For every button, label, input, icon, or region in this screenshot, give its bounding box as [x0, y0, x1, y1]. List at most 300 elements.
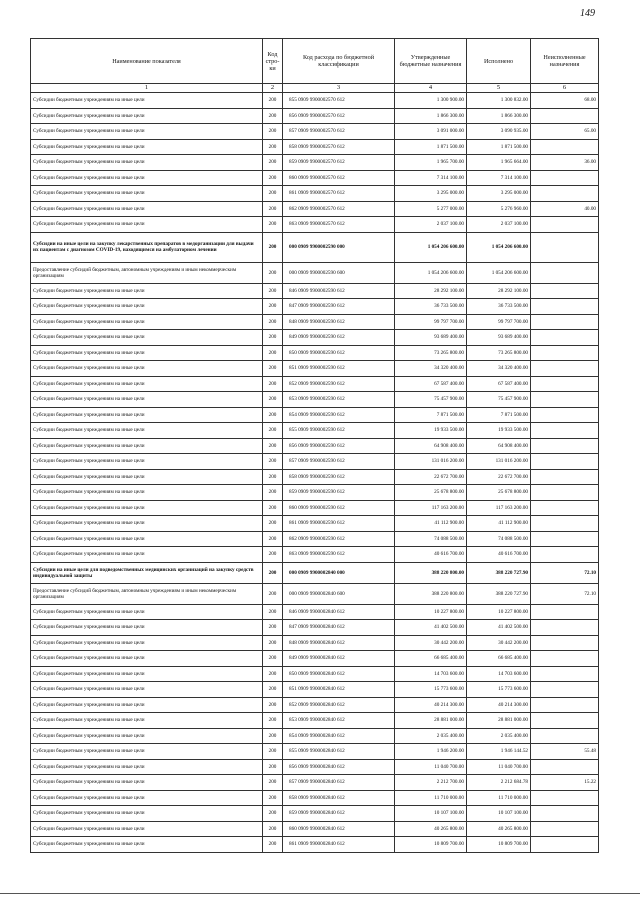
- row-classification-code: 848 0909 9900002840 612: [283, 635, 395, 651]
- row-name: Субсидии на иные цели на закупку лекарственных препаратов в медорганизации для выдачи их пациентам с диагнозом COVID-19, находящимся на амбулаторном лечении: [31, 232, 263, 262]
- row-executed-amount: 10 107 100.00: [467, 806, 531, 822]
- row-line-code: 200: [263, 423, 283, 439]
- table-row: [31, 682, 599, 698]
- column-number: 4: [395, 84, 467, 93]
- row-line-code: 200: [263, 262, 283, 283]
- row-name: Субсидии бюджетным учреждениям на иные цели: [31, 283, 263, 299]
- table-row: [31, 516, 599, 532]
- table-row: [31, 620, 599, 636]
- row-name: Субсидии бюджетным учреждениям на иные цели: [31, 170, 263, 186]
- row-approved-amount: 99 797 700.00: [395, 314, 467, 330]
- row-approved-amount: 41 112 900.00: [395, 516, 467, 532]
- row-name: Субсидии бюджетным учреждениям на иные цели: [31, 93, 263, 109]
- table-row: [31, 438, 599, 454]
- row-unexecuted-amount: [531, 170, 599, 186]
- row-unexecuted-amount: [531, 392, 599, 408]
- row-line-code: 200: [263, 485, 283, 501]
- row-unexecuted-amount: [531, 516, 599, 532]
- budget-execution-table: [30, 38, 599, 853]
- row-approved-amount: 36 733 500.00: [395, 299, 467, 315]
- table-row: [31, 124, 599, 140]
- row-line-code: 200: [263, 604, 283, 620]
- row-executed-amount: 28 881 000.00: [467, 713, 531, 729]
- row-executed-amount: 36 733 500.00: [467, 299, 531, 315]
- table-row: [31, 93, 599, 109]
- table-row: [31, 500, 599, 516]
- row-classification-code: 862 0909 9900002590 612: [283, 531, 395, 547]
- row-approved-amount: 10 107 100.00: [395, 806, 467, 822]
- row-approved-amount: 10 809 700.00: [395, 837, 467, 853]
- row-approved-amount: 388 220 800.00: [395, 583, 467, 604]
- row-line-code: 200: [263, 806, 283, 822]
- row-name: Субсидии бюджетным учреждениям на иные цели: [31, 330, 263, 346]
- row-name: Субсидии бюджетным учреждениям на иные цели: [31, 345, 263, 361]
- row-line-code: 200: [263, 438, 283, 454]
- row-line-code: 200: [263, 547, 283, 563]
- table-row: [31, 697, 599, 713]
- row-approved-amount: 1 871 500.00: [395, 139, 467, 155]
- row-unexecuted-amount: [531, 345, 599, 361]
- row-approved-amount: 1 866 300.00: [395, 108, 467, 124]
- row-approved-amount: 388 220 800.00: [395, 562, 467, 583]
- table-row: [31, 744, 599, 760]
- row-line-code: 200: [263, 217, 283, 233]
- row-unexecuted-amount: [531, 485, 599, 501]
- row-name: Субсидии бюджетным учреждениям на иные цели: [31, 713, 263, 729]
- row-classification-code: 862 0909 9900002570 612: [283, 201, 395, 217]
- row-approved-amount: 11 040 700.00: [395, 759, 467, 775]
- row-approved-amount: 40 265 800.00: [395, 821, 467, 837]
- row-unexecuted-amount: [531, 547, 599, 563]
- table-row: [31, 186, 599, 202]
- row-name: Субсидии бюджетным учреждениям на иные цели: [31, 775, 263, 791]
- row-classification-code: 849 0909 9900002590 612: [283, 330, 395, 346]
- table-row: [31, 469, 599, 485]
- row-line-code: 200: [263, 186, 283, 202]
- row-line-code: 200: [263, 775, 283, 791]
- table-body: [31, 84, 599, 853]
- row-approved-amount: 131 016 200.00: [395, 454, 467, 470]
- row-classification-code: 856 0909 9900002590 612: [283, 438, 395, 454]
- table-row: [31, 454, 599, 470]
- row-unexecuted-amount: 72.10: [531, 562, 599, 583]
- row-unexecuted-amount: [531, 376, 599, 392]
- row-name: Субсидии бюджетным учреждениям на иные цели: [31, 124, 263, 140]
- row-executed-amount: 66 685 400.00: [467, 651, 531, 667]
- row-unexecuted-amount: [531, 697, 599, 713]
- row-executed-amount: 1 054 206 600.00: [467, 262, 531, 283]
- row-executed-amount: 1 965 664.00: [467, 155, 531, 171]
- row-name: Субсидии бюджетным учреждениям на иные цели: [31, 299, 263, 315]
- row-name: Субсидии бюджетным учреждениям на иные цели: [31, 392, 263, 408]
- table-row: [31, 139, 599, 155]
- row-approved-amount: 7 314 100.00: [395, 170, 467, 186]
- table-row: [31, 485, 599, 501]
- row-approved-amount: 2 035 400.00: [395, 728, 467, 744]
- row-name: Субсидии бюджетным учреждениям на иные цели: [31, 516, 263, 532]
- row-executed-amount: 15 773 600.00: [467, 682, 531, 698]
- row-line-code: 200: [263, 232, 283, 262]
- table-row: [31, 376, 599, 392]
- table-row: [31, 283, 599, 299]
- row-classification-code: 860 0909 9900002590 612: [283, 500, 395, 516]
- row-unexecuted-amount: [531, 330, 599, 346]
- row-name: Субсидии бюджетным учреждениям на иные цели: [31, 666, 263, 682]
- row-executed-amount: 41 112 900.00: [467, 516, 531, 532]
- table-header: [31, 39, 599, 84]
- row-unexecuted-amount: [531, 728, 599, 744]
- row-name: Субсидии бюджетным учреждениям на иные цели: [31, 837, 263, 853]
- header-code: Код стро-ки: [263, 39, 283, 84]
- row-unexecuted-amount: [531, 361, 599, 377]
- column-number: 3: [283, 84, 395, 93]
- row-name: Субсидии бюджетным учреждениям на иные цели: [31, 469, 263, 485]
- row-unexecuted-amount: [531, 651, 599, 667]
- row-name: Субсидии бюджетным учреждениям на иные цели: [31, 759, 263, 775]
- row-executed-amount: 2 035 400.00: [467, 728, 531, 744]
- row-name: Субсидии бюджетным учреждениям на иные цели: [31, 314, 263, 330]
- column-numbers-row: [31, 84, 599, 93]
- page-bottom-rule: [0, 893, 640, 894]
- header-name: Наименование показателя: [31, 39, 263, 84]
- row-approved-amount: 15 773 600.00: [395, 682, 467, 698]
- row-unexecuted-amount: [531, 299, 599, 315]
- row-approved-amount: 1 965 700.00: [395, 155, 467, 171]
- table-row: [31, 806, 599, 822]
- row-unexecuted-amount: [531, 232, 599, 262]
- row-name: Субсидии на иные цели для подведомственных медицинских организаций на закупку средств индивидуальной защиты: [31, 562, 263, 583]
- row-name: Субсидии бюджетным учреждениям на иные цели: [31, 485, 263, 501]
- table-row: [31, 232, 599, 262]
- row-approved-amount: 41 402 500.00: [395, 620, 467, 636]
- column-number: 2: [263, 84, 283, 93]
- row-approved-amount: 93 689 400.00: [395, 330, 467, 346]
- header-approved: Утвержденные бюджетные назначения: [395, 39, 467, 84]
- row-classification-code: 847 0909 9900002590 612: [283, 299, 395, 315]
- row-executed-amount: 7 871 500.00: [467, 407, 531, 423]
- row-classification-code: 857 0909 9900002590 612: [283, 454, 395, 470]
- row-line-code: 200: [263, 500, 283, 516]
- table-row: [31, 345, 599, 361]
- row-approved-amount: 30 442 200.00: [395, 635, 467, 651]
- row-classification-code: 861 0909 9900002570 612: [283, 186, 395, 202]
- row-unexecuted-amount: [531, 139, 599, 155]
- row-approved-amount: 19 933 500.00: [395, 423, 467, 439]
- row-line-code: 200: [263, 682, 283, 698]
- row-line-code: 200: [263, 728, 283, 744]
- row-unexecuted-amount: 15.22: [531, 775, 599, 791]
- row-approved-amount: 11 710 000.00: [395, 790, 467, 806]
- row-line-code: 200: [263, 407, 283, 423]
- row-name: Субсидии бюджетным учреждениям на иные цели: [31, 139, 263, 155]
- row-line-code: 200: [263, 713, 283, 729]
- row-approved-amount: 64 908 400.00: [395, 438, 467, 454]
- row-name: Субсидии бюджетным учреждениям на иные цели: [31, 407, 263, 423]
- row-name: Субсидии бюджетным учреждениям на иные цели: [31, 155, 263, 171]
- row-unexecuted-amount: 65.00: [531, 124, 599, 140]
- row-executed-amount: 19 933 500.00: [467, 423, 531, 439]
- row-line-code: 200: [263, 170, 283, 186]
- row-classification-code: 851 0909 9900002840 612: [283, 682, 395, 698]
- row-executed-amount: 3 295 000.00: [467, 186, 531, 202]
- row-executed-amount: 2 037 100.00: [467, 217, 531, 233]
- row-executed-amount: 22 672 700.00: [467, 469, 531, 485]
- row-executed-amount: 73 265 800.00: [467, 345, 531, 361]
- table-row: [31, 262, 599, 283]
- row-approved-amount: 66 685 400.00: [395, 651, 467, 667]
- row-executed-amount: 5 276 960.00: [467, 201, 531, 217]
- row-name: Субсидии бюджетным учреждениям на иные цели: [31, 423, 263, 439]
- row-line-code: 200: [263, 635, 283, 651]
- table-row: [31, 314, 599, 330]
- table-row: [31, 790, 599, 806]
- row-name: Субсидии бюджетным учреждениям на иные цели: [31, 201, 263, 217]
- table-row: [31, 651, 599, 667]
- table-row: [31, 713, 599, 729]
- row-name: Субсидии бюджетным учреждениям на иные цели: [31, 217, 263, 233]
- row-unexecuted-amount: [531, 423, 599, 439]
- row-unexecuted-amount: [531, 806, 599, 822]
- row-classification-code: 860 0909 9900002570 612: [283, 170, 395, 186]
- row-line-code: 200: [263, 666, 283, 682]
- row-unexecuted-amount: 55.48: [531, 744, 599, 760]
- row-classification-code: 852 0909 9900002590 612: [283, 376, 395, 392]
- row-classification-code: 853 0909 9900002840 612: [283, 713, 395, 729]
- row-unexecuted-amount: [531, 620, 599, 636]
- page-number: 149: [580, 8, 595, 19]
- row-unexecuted-amount: [531, 821, 599, 837]
- row-approved-amount: 2 212 700.00: [395, 775, 467, 791]
- row-unexecuted-amount: [531, 283, 599, 299]
- row-executed-amount: 117 163 200.00: [467, 500, 531, 516]
- row-classification-code: 847 0909 9900002840 612: [283, 620, 395, 636]
- row-unexecuted-amount: [531, 469, 599, 485]
- table-row: [31, 531, 599, 547]
- row-unexecuted-amount: [531, 438, 599, 454]
- row-executed-amount: 1 871 500.00: [467, 139, 531, 155]
- row-approved-amount: 22 672 700.00: [395, 469, 467, 485]
- row-classification-code: 853 0909 9900002590 612: [283, 392, 395, 408]
- row-approved-amount: 3 091 000.00: [395, 124, 467, 140]
- row-executed-amount: 10 227 800.00: [467, 604, 531, 620]
- table-row: [31, 583, 599, 604]
- row-executed-amount: 11 710 000.00: [467, 790, 531, 806]
- row-classification-code: 849 0909 9900002840 612: [283, 651, 395, 667]
- row-unexecuted-amount: [531, 635, 599, 651]
- row-classification-code: 852 0909 9900002840 612: [283, 697, 395, 713]
- row-approved-amount: 25 678 800.00: [395, 485, 467, 501]
- row-approved-amount: 67 587 400.00: [395, 376, 467, 392]
- row-line-code: 200: [263, 314, 283, 330]
- row-executed-amount: 1 300 832.00: [467, 93, 531, 109]
- row-name: Субсидии бюджетным учреждениям на иные цели: [31, 744, 263, 760]
- row-unexecuted-amount: [531, 759, 599, 775]
- row-line-code: 200: [263, 744, 283, 760]
- row-executed-amount: 93 689 400.00: [467, 330, 531, 346]
- row-executed-amount: 99 797 700.00: [467, 314, 531, 330]
- row-unexecuted-amount: [531, 186, 599, 202]
- row-name: Субсидии бюджетным учреждениям на иные цели: [31, 376, 263, 392]
- row-unexecuted-amount: [531, 531, 599, 547]
- row-executed-amount: 40 214 300.00: [467, 697, 531, 713]
- row-name: Субсидии бюджетным учреждениям на иные цели: [31, 454, 263, 470]
- row-unexecuted-amount: [531, 666, 599, 682]
- column-number: 6: [531, 84, 599, 93]
- row-unexecuted-amount: [531, 108, 599, 124]
- row-name: Субсидии бюджетным учреждениям на иные цели: [31, 531, 263, 547]
- header-classification: Код расхода по бюджетной классификации: [283, 39, 395, 84]
- row-name: Субсидии бюджетным учреждениям на иные цели: [31, 604, 263, 620]
- row-line-code: 200: [263, 283, 283, 299]
- row-approved-amount: 28 881 000.00: [395, 713, 467, 729]
- row-approved-amount: 2 037 100.00: [395, 217, 467, 233]
- row-name: Субсидии бюджетным учреждениям на иные цели: [31, 806, 263, 822]
- row-unexecuted-amount: 40.00: [531, 201, 599, 217]
- row-unexecuted-amount: [531, 454, 599, 470]
- row-unexecuted-amount: 68.00: [531, 93, 599, 109]
- row-executed-amount: 1 054 206 600.00: [467, 232, 531, 262]
- table-row: [31, 392, 599, 408]
- row-line-code: 200: [263, 124, 283, 140]
- table-row: [31, 547, 599, 563]
- row-classification-code: 863 0909 9900002590 612: [283, 547, 395, 563]
- row-executed-amount: 25 678 800.00: [467, 485, 531, 501]
- row-line-code: 200: [263, 345, 283, 361]
- row-classification-code: 858 0909 9900002570 612: [283, 139, 395, 155]
- row-name: Предоставление субсидий бюджетным, автономным учреждениям и иным некоммерческим организациям: [31, 262, 263, 283]
- table-row: [31, 562, 599, 583]
- table-row: [31, 666, 599, 682]
- table-row: [31, 299, 599, 315]
- row-line-code: 200: [263, 583, 283, 604]
- row-classification-code: 000 0909 9900002840 000: [283, 562, 395, 583]
- row-unexecuted-amount: [531, 217, 599, 233]
- row-classification-code: 861 0909 9900002590 612: [283, 516, 395, 532]
- row-approved-amount: 3 295 000.00: [395, 186, 467, 202]
- row-line-code: 200: [263, 790, 283, 806]
- row-approved-amount: 5 277 000.00: [395, 201, 467, 217]
- row-name: Субсидии бюджетным учреждениям на иные цели: [31, 790, 263, 806]
- table-row: [31, 330, 599, 346]
- row-approved-amount: 7 871 500.00: [395, 407, 467, 423]
- row-executed-amount: 40 616 700.00: [467, 547, 531, 563]
- row-executed-amount: 41 402 500.00: [467, 620, 531, 636]
- row-line-code: 200: [263, 620, 283, 636]
- row-classification-code: 850 0909 9900002590 612: [283, 345, 395, 361]
- row-unexecuted-amount: 72.10: [531, 583, 599, 604]
- table-row: [31, 837, 599, 853]
- row-classification-code: 858 0909 9900002840 612: [283, 790, 395, 806]
- row-name: Субсидии бюджетным учреждениям на иные цели: [31, 821, 263, 837]
- header-unexecuted: Неисполненные назначения: [531, 39, 599, 84]
- row-executed-amount: 388 220 727.90: [467, 583, 531, 604]
- table-row: [31, 423, 599, 439]
- row-approved-amount: 40 616 700.00: [395, 547, 467, 563]
- row-line-code: 200: [263, 697, 283, 713]
- row-executed-amount: 3 090 935.00: [467, 124, 531, 140]
- row-executed-amount: 30 442 200.00: [467, 635, 531, 651]
- row-classification-code: 850 0909 9900002840 612: [283, 666, 395, 682]
- table-row: [31, 759, 599, 775]
- row-executed-amount: 75 457 900.00: [467, 392, 531, 408]
- row-unexecuted-amount: [531, 407, 599, 423]
- row-approved-amount: 34 320 400.00: [395, 361, 467, 377]
- row-executed-amount: 64 908 400.00: [467, 438, 531, 454]
- row-classification-code: 859 0909 9900002590 612: [283, 485, 395, 501]
- row-executed-amount: 7 314 100.00: [467, 170, 531, 186]
- row-unexecuted-amount: [531, 262, 599, 283]
- column-number: 1: [31, 84, 263, 93]
- row-unexecuted-amount: [531, 314, 599, 330]
- row-line-code: 200: [263, 108, 283, 124]
- column-number: 5: [467, 84, 531, 93]
- row-classification-code: 000 0909 9900002590 600: [283, 262, 395, 283]
- row-unexecuted-amount: [531, 837, 599, 853]
- row-unexecuted-amount: 36.00: [531, 155, 599, 171]
- table-row: [31, 170, 599, 186]
- row-line-code: 200: [263, 139, 283, 155]
- row-line-code: 200: [263, 531, 283, 547]
- row-name: Субсидии бюджетным учреждениям на иные цели: [31, 108, 263, 124]
- row-classification-code: 856 0909 9900002570 612: [283, 108, 395, 124]
- row-classification-code: 855 0909 9900002840 612: [283, 744, 395, 760]
- row-approved-amount: 75 457 900.00: [395, 392, 467, 408]
- row-executed-amount: 28 292 100.00: [467, 283, 531, 299]
- row-classification-code: 856 0909 9900002840 612: [283, 759, 395, 775]
- row-classification-code: 846 0909 9900002840 612: [283, 604, 395, 620]
- row-classification-code: 854 0909 9900002590 612: [283, 407, 395, 423]
- row-classification-code: 863 0909 9900002570 612: [283, 217, 395, 233]
- row-classification-code: 848 0909 9900002590 612: [283, 314, 395, 330]
- row-name: Предоставление субсидий бюджетным, автономным учреждениям и иным некоммерческим организациям: [31, 583, 263, 604]
- row-line-code: 200: [263, 361, 283, 377]
- row-line-code: 200: [263, 469, 283, 485]
- row-classification-code: 855 0909 9900002590 612: [283, 423, 395, 439]
- table-row: [31, 407, 599, 423]
- row-line-code: 200: [263, 821, 283, 837]
- row-executed-amount: 1 946 144.52: [467, 744, 531, 760]
- row-line-code: 200: [263, 155, 283, 171]
- row-classification-code: 861 0909 9900002840 612: [283, 837, 395, 853]
- row-classification-code: 858 0909 9900002590 612: [283, 469, 395, 485]
- row-line-code: 200: [263, 516, 283, 532]
- row-executed-amount: 14 703 600.00: [467, 666, 531, 682]
- row-classification-code: 857 0909 9900002840 612: [283, 775, 395, 791]
- row-approved-amount: 74 088 500.00: [395, 531, 467, 547]
- row-name: Субсидии бюджетным учреждениям на иные цели: [31, 635, 263, 651]
- row-approved-amount: 1 300 900.00: [395, 93, 467, 109]
- row-unexecuted-amount: [531, 682, 599, 698]
- row-executed-amount: 74 088 500.00: [467, 531, 531, 547]
- row-classification-code: 851 0909 9900002590 612: [283, 361, 395, 377]
- row-unexecuted-amount: [531, 790, 599, 806]
- table-row: [31, 821, 599, 837]
- row-approved-amount: 40 214 300.00: [395, 697, 467, 713]
- row-classification-code: 854 0909 9900002840 612: [283, 728, 395, 744]
- row-line-code: 200: [263, 93, 283, 109]
- row-executed-amount: 11 040 700.00: [467, 759, 531, 775]
- row-line-code: 200: [263, 376, 283, 392]
- row-name: Субсидии бюджетным учреждениям на иные цели: [31, 697, 263, 713]
- row-approved-amount: 117 163 200.00: [395, 500, 467, 516]
- row-executed-amount: 1 866 300.00: [467, 108, 531, 124]
- header-executed: Исполнено: [467, 39, 531, 84]
- row-name: Субсидии бюджетным учреждениям на иные цели: [31, 361, 263, 377]
- row-classification-code: 000 0909 9900002840 600: [283, 583, 395, 604]
- row-approved-amount: 1 946 200.00: [395, 744, 467, 760]
- table-row: [31, 775, 599, 791]
- row-name: Субсидии бюджетным учреждениям на иные цели: [31, 438, 263, 454]
